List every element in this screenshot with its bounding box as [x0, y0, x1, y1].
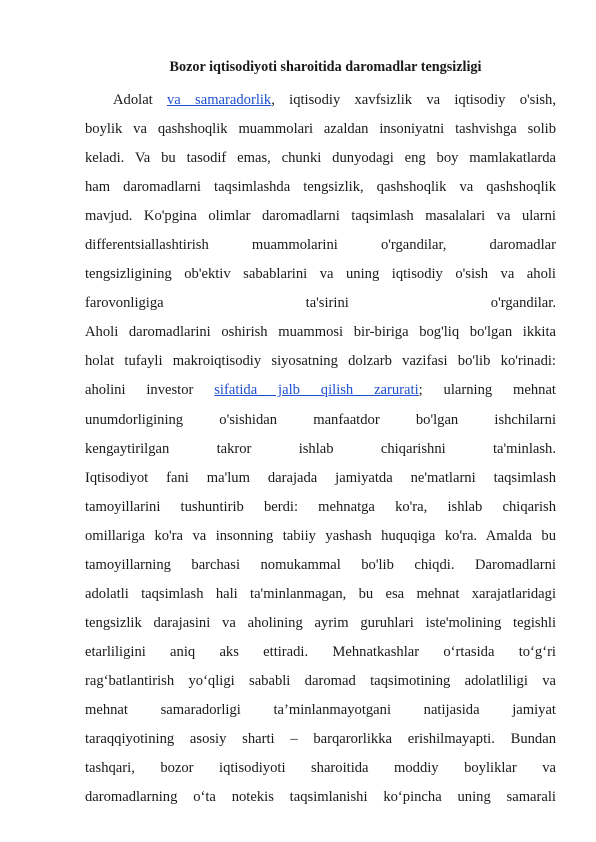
- text-run: omillariga ko'ra va insonning tabiiy yashash huquqiga ko'ra. Amalda bu: [85, 527, 556, 544]
- text-line: [85, 580, 556, 609]
- text-run: ham daromadlarni taqsimlashda tengsizlik, qashshoqlik va qashshoqlik: [85, 179, 556, 196]
- text-line: [85, 347, 556, 376]
- text-run: aholini investor: [85, 382, 215, 399]
- text-line: [85, 609, 556, 638]
- text-line: [85, 202, 556, 231]
- text-line: [85, 231, 556, 260]
- text-run: taraqqiyotining asosiy sharti – barqarorlikka erishilmayapti. Bundan: [85, 731, 556, 748]
- text-run: boylik va qashshoqlik muammolari azaldan insoniyatni tashvishga solib: [85, 121, 556, 138]
- text-run: tamoyillarning barchasi nomukammal bo'lib chiqdi. Daromadlarni: [85, 556, 556, 573]
- text-run: rag‘batlantirish yo‘qligi sababli daromad taqsimotining adolatliligi va: [85, 672, 556, 689]
- text-line: [85, 493, 556, 522]
- text-line: [85, 464, 556, 493]
- text-line: [85, 696, 556, 725]
- text-run: farovonligiga ta'sirini o'rgandilar.: [85, 295, 556, 312]
- text-line: [85, 376, 556, 405]
- document-title: Bozor iqtisodiyoti sharoitida daromadlar tengsizligi: [169, 59, 482, 75]
- text-line: [85, 667, 556, 696]
- text-run: Adolat: [113, 92, 167, 108]
- text-line: [85, 289, 556, 318]
- text-run: tengsizligining ob'ektiv sabablarini va uning iqtisodiy o'sish va aholi: [85, 266, 556, 283]
- text-run: tashqari, bozor iqtisodiyoti sharoitida moddiy boyliklar va: [85, 760, 556, 777]
- text-line: [85, 754, 556, 783]
- text-line: [85, 260, 556, 289]
- text-run: kengaytirilgan takror ishlab chiqarishni ta'minlash.: [85, 440, 556, 457]
- text-line: [85, 783, 556, 812]
- text-run: tamoyillarini tushuntirib berdi: mehnatga ko'ra, ishlab chiqarish: [85, 498, 556, 515]
- inline-link[interactable]: sifatida jalb qilish zarurati: [214, 382, 419, 399]
- text-run: mehnat samaradorligi ta’minlanmayotgani natijasida jamiyat: [85, 701, 556, 718]
- text-run: mavjud. Ko'pgina olimlar daromadlarni taqsimlash masalalari va ularni: [85, 208, 556, 225]
- document-body: [85, 86, 556, 812]
- text-run: keladi. Va bu tasodif emas, chunki dunyodagi eng boy mamlakatlarda: [85, 150, 556, 167]
- text-run: , iqtisodiy xavfsizlik va iqtisodiy o'sish,: [271, 92, 556, 108]
- text-run: holat tufayli makroiqtisodiy siyosatning dolzarb vazifasi bo'lib ko'rinadi:: [85, 353, 556, 370]
- text-line: [85, 435, 556, 464]
- text-run: unumdorligining o'sishidan manfaatdor bo'lgan ishchilarni: [85, 411, 556, 428]
- text-line: [85, 86, 556, 115]
- text-run: Aholi daromadlarini oshirish muammosi bir-biriga bog'liq bo'lgan ikkita: [85, 324, 556, 341]
- text-run: Iqtisodiyot fani ma'lum darajada jamiyatda ne'matlarni taqsimlash: [85, 469, 556, 486]
- document-page: [85, 58, 556, 812]
- inline-link[interactable]: va samaradorlik: [167, 92, 272, 108]
- text-run: tengsizlik darajasini va aholining ayrim guruhlari iste'molining tegishli: [85, 614, 556, 631]
- text-line: [85, 173, 556, 202]
- text-run: differentsiallashtirish muammolarini o'rgandilar, daromadlar: [85, 237, 556, 254]
- text-run: etarliligini aniq aks ettiradi. Mehnatkashlar o‘rtasida to‘g‘ri: [85, 643, 556, 660]
- text-line: [85, 522, 556, 551]
- text-line: [85, 638, 556, 667]
- text-line: [85, 406, 556, 435]
- text-line: [85, 551, 556, 580]
- text-line: [85, 115, 556, 144]
- text-run: daromadlarning o‘ta notekis taqsimlanishi ko‘pincha uning samarali: [85, 789, 556, 806]
- text-line: [85, 144, 556, 173]
- text-run: ; ularning mehnat: [418, 382, 556, 399]
- text-run: adolatli taqsimlash hali ta'minlanmagan, bu esa mehnat xarajatlaridagi: [85, 585, 556, 602]
- text-line: [85, 318, 556, 347]
- text-line: [85, 725, 556, 754]
